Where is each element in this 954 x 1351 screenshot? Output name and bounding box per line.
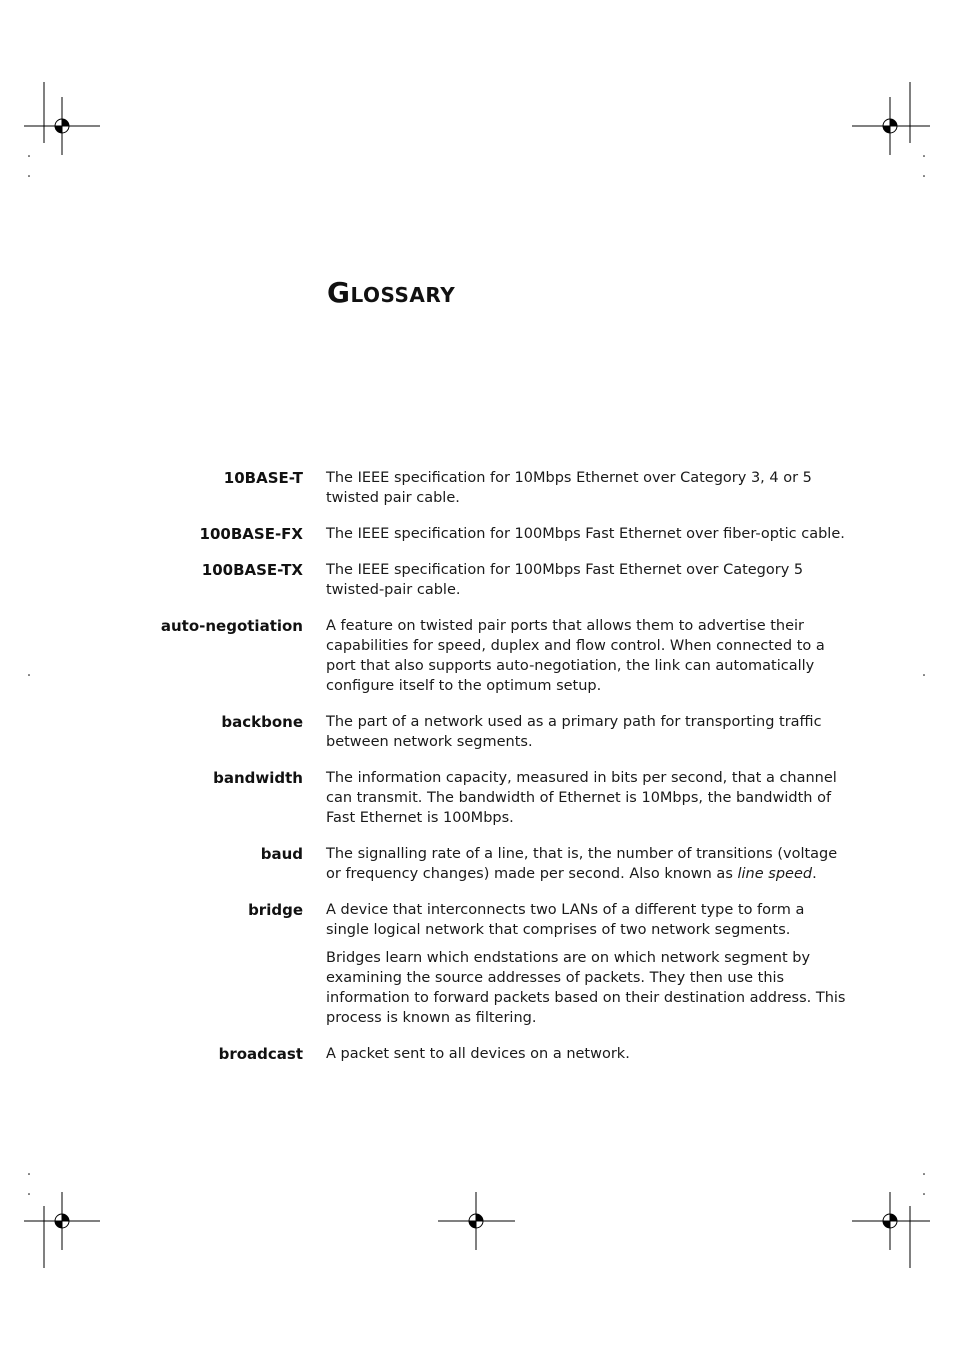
glossary-definition: The IEEE specification for 100Mbps Fast Ethernet over fiber-optic cable. (326, 526, 845, 542)
page-title: Glossary (327, 276, 456, 309)
glossary-term: 10BASE-T (223, 469, 303, 487)
glossary-entry (0, 560, 954, 600)
glossary-definition: A feature on twisted pair ports that allows them to advertise their capabilities for speed, duplex and flow control. When connected to a port that also supports auto-negotiation, the link can automatically configure itself to the optimum setup. (326, 618, 825, 694)
glossary-entry (0, 712, 954, 752)
glossary-definition: The signalling rate of a line, that is, the number of transitions (voltage or frequency changes) made per second. Also known as line speed. (326, 846, 838, 882)
glossary-term: 100BASE-FX (199, 525, 303, 543)
glossary-definitions (326, 524, 851, 544)
glossary-term: auto-negotiation (160, 617, 303, 635)
glossary-entry (0, 1044, 954, 1064)
glossary-definitions (326, 712, 851, 752)
glossary-definitions (326, 1044, 851, 1064)
glossary-list (0, 468, 954, 1080)
glossary-term: 100BASE-TX (201, 561, 303, 579)
glossary-definition: The part of a network used as a primary path for transporting traffic between network segments. (326, 714, 822, 750)
glossary-definitions (326, 560, 851, 600)
glossary-definitions (326, 468, 851, 508)
glossary-entry (0, 900, 954, 1028)
glossary-entry (0, 844, 954, 884)
glossary-definition: A packet sent to all devices on a network. (326, 1046, 630, 1062)
glossary-term: broadcast (218, 1045, 303, 1063)
glossary-definitions (326, 844, 851, 884)
glossary-definition: The IEEE specification for 10Mbps Ethernet over Category 3, 4 or 5 twisted pair cable. (326, 470, 812, 506)
glossary-term: backbone (221, 713, 303, 731)
glossary-term: bridge (248, 901, 303, 919)
glossary-definitions (326, 900, 851, 1028)
glossary-definition: The IEEE specification for 100Mbps Fast Ethernet over Category 5 twisted-pair cable. (326, 562, 804, 598)
glossary-entry (0, 524, 954, 544)
glossary-term: baud (260, 845, 303, 863)
glossary-definition: Bridges learn which endstations are on which network segment by examining the source addresses of packets. They then use this information to forward packets based on their destination address. This process is known as filtering. (326, 950, 846, 1026)
glossary-entry (0, 468, 954, 508)
definition-emphasis: line speed (737, 866, 813, 882)
glossary-entry (0, 616, 954, 696)
glossary-definition: A device that interconnects two LANs of a different type to form a single logical network that comprises of two network segments. (326, 902, 805, 938)
glossary-definitions (326, 616, 851, 696)
glossary-definition: The information capacity, measured in bits per second, that a channel can transmit. The bandwidth of Ethernet is 10Mbps, the bandwidth of Fast Ethernet is 100Mbps. (326, 770, 837, 826)
glossary-definitions (326, 768, 851, 828)
glossary-entry (0, 768, 954, 828)
glossary-term: bandwidth (213, 769, 303, 787)
